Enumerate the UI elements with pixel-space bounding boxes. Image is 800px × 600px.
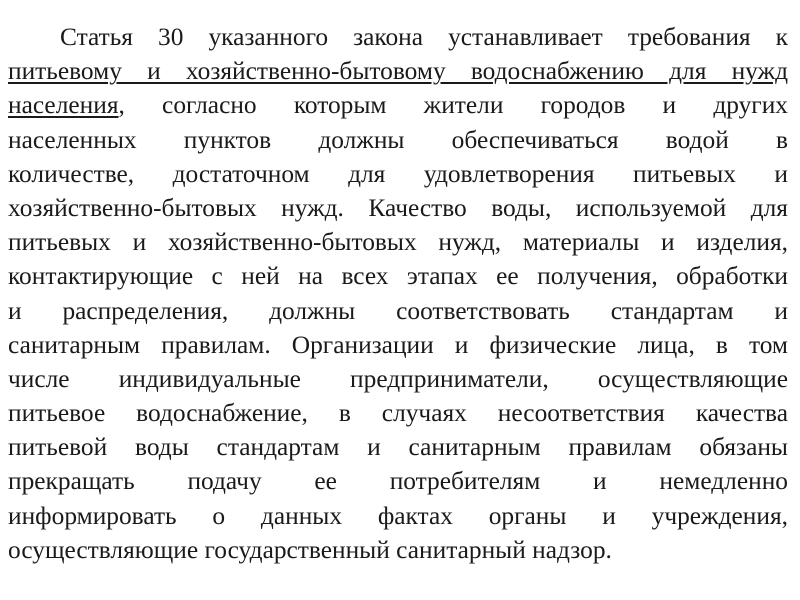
paragraph-line-15: информировать о данных фактах органы и учреждения, — [8, 501, 788, 530]
paragraph-line-4: населенных пунктов должны обеспечиваться водой в — [8, 125, 788, 154]
paragraph-line-9: и распределения, должны соответствовать стандартам и — [8, 296, 788, 325]
paragraph-line-5: количестве, достаточном для удовлетворения питьевых и — [8, 159, 788, 188]
paragraph-line-3 — [8, 88, 788, 122]
paragraph-line-14: прекращать подачу ее потребителям и немедленно — [8, 467, 788, 496]
paragraph-line-6: хозяйственно-бытовых нужд. Качество воды, используемой для — [8, 193, 788, 222]
paragraph-line-10: санитарным правилам. Организации и физические лица, в том — [8, 330, 788, 359]
paragraph-line-2 — [8, 54, 788, 88]
paragraph-line-7: питьевых и хозяйственно-бытовых нужд, материалы и изделия, — [8, 228, 788, 257]
underlined-phrase-part-2: населения — [8, 91, 119, 120]
paragraph-line-8: контактирующие с ней на всех этапах ее получения, обработки — [8, 262, 788, 291]
paragraph-line-3-rest: , согласно которым жители городов и других — [118, 91, 788, 120]
paragraph-line-12: питьевое водоснабжение, в случаях несоответствия качества — [8, 399, 788, 428]
paragraph-line-11: числе индивидуальные предприниматели, осуществляющие — [8, 364, 788, 393]
paragraph-line-16: осуществляющие государственный санитарный надзор. — [8, 535, 612, 564]
paragraph-line-13: питьевой воды стандартам и санитарным правилам обязаны — [8, 433, 788, 462]
paragraph-line-1: Статья 30 указанного закона устанавливает требования к — [60, 23, 788, 51]
underlined-phrase-part-1: питьевому и хозяйственно-бытовому водоснабжению для нужд — [8, 57, 788, 86]
document-body — [8, 20, 788, 567]
